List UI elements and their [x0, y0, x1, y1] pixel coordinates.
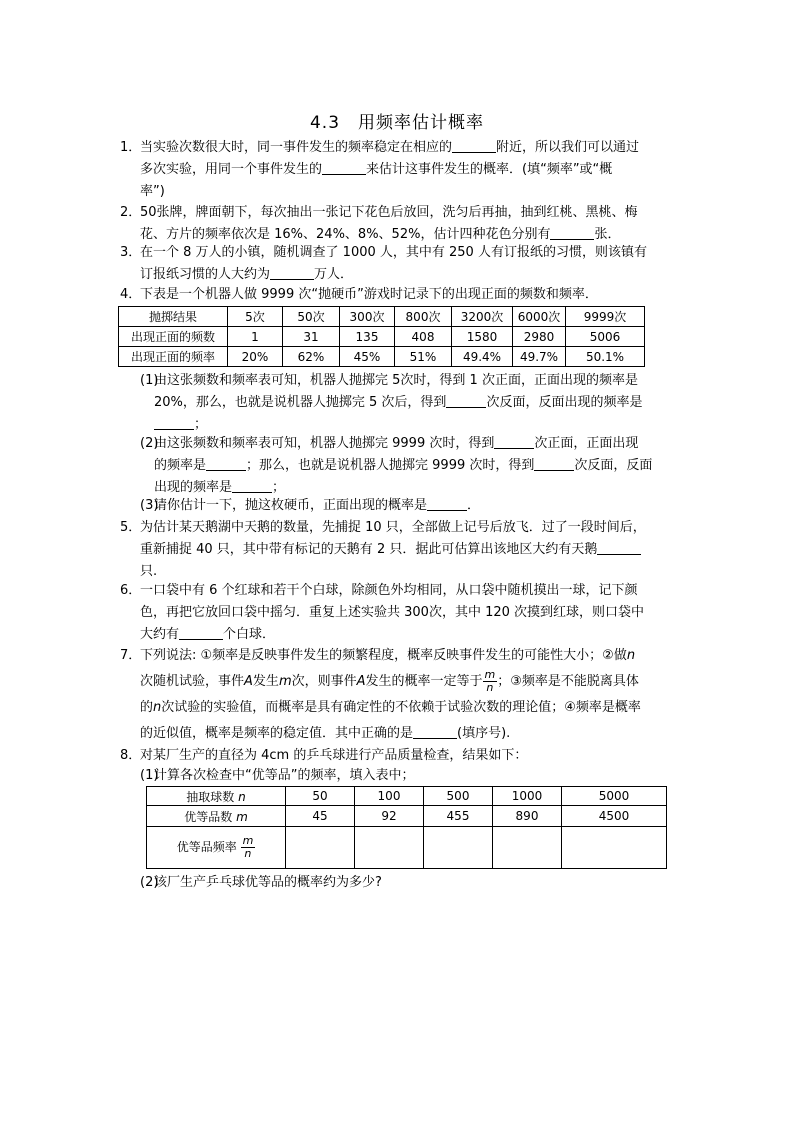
question-text: 张．	[594, 227, 621, 242]
question-text: 多次实验，用同一个事件发生的	[140, 162, 323, 177]
table-cell: 5006	[566, 327, 645, 347]
table-row	[147, 806, 667, 827]
answer-cell[interactable]	[286, 827, 355, 869]
math-var: n	[238, 789, 246, 804]
sub-number: (2)	[140, 875, 159, 890]
question-text: 次随机试验，事件	[140, 674, 245, 689]
question-number: 1．	[120, 140, 142, 155]
table-cell: 62%	[283, 347, 340, 367]
question-text: 个白球．	[223, 627, 276, 642]
question-text: (填序号).	[457, 726, 511, 741]
table-cell: 500	[424, 787, 493, 806]
question-text: 的频率是	[154, 458, 207, 473]
question-text: 一口袋中有 6 个红球和若干个白球，除颜色外均相同，从口袋中随机摸出一球，记下颜	[140, 583, 638, 598]
question-text: 次反面，反面	[574, 458, 653, 473]
question-7	[120, 643, 680, 747]
table-cell: 135	[340, 327, 395, 347]
question-text: ．	[467, 498, 481, 513]
table-cell	[147, 787, 286, 806]
answer-blank[interactable]	[550, 225, 594, 240]
question-text: ；	[272, 480, 286, 495]
sub-number: (3)	[140, 498, 159, 513]
row-label: 优等品频率	[176, 840, 237, 854]
table-cell: 抛掷结果	[119, 307, 228, 327]
answer-blank[interactable]	[270, 265, 314, 280]
table-cell: 455	[424, 806, 493, 827]
question-text: 重新捕捉 40 只，其中带有标记的天鹅有 2 只．据此可估算出该地区大约有天鹅	[140, 542, 598, 557]
row-label: 抽取球数	[186, 789, 235, 804]
table-row	[119, 307, 645, 327]
table-cell: 4500	[562, 806, 667, 827]
question-1	[120, 137, 680, 203]
table-row	[119, 347, 645, 367]
table-cell: 3200次	[452, 307, 513, 327]
question-4	[120, 284, 680, 306]
question-text: 发生	[252, 674, 279, 689]
question-6	[120, 580, 680, 646]
table-cell: 1580	[452, 327, 513, 347]
question-text: 大约有	[140, 627, 180, 642]
table-row	[147, 787, 667, 806]
question-text: 请你估计一下，抛这枚硬币，正面出现的概率是	[154, 498, 428, 513]
table-cell: 1000	[493, 787, 562, 806]
fraction	[483, 669, 498, 694]
question-text: 的近似值，概率是频率的稳定值．其中正确的是	[140, 726, 414, 741]
table-cell: 50次	[283, 307, 340, 327]
answer-blank[interactable]	[452, 138, 496, 153]
question-text: 出现的频率是	[154, 480, 233, 495]
answer-blank[interactable]	[446, 393, 486, 408]
question-text: 色，再把它放回口袋中摇匀．重复上述实验共 300次，其中 120 次摸到红球，则口袋中	[140, 605, 645, 620]
table-cell	[147, 827, 286, 869]
question-8-part-2	[140, 872, 680, 894]
table-cell: 20%	[228, 347, 283, 367]
question-text: 次，则事件	[291, 674, 357, 689]
question-number: 3．	[120, 245, 142, 260]
denominator: n	[486, 681, 494, 694]
question-text: 50张牌，牌面朝下，每次抽出一张记下花色后放回，洗匀后再抽，抽到红桃、黑桃、梅	[140, 205, 638, 220]
numerator: m	[484, 668, 496, 681]
answer-blank[interactable]	[494, 434, 534, 449]
question-text: 计算各次检查中“优等品”的频率，填入表中；	[154, 768, 415, 783]
table-cell: 2980	[513, 327, 566, 347]
question-text: ；那么，也就是说机器人抛掷完 9999 次时，得到	[246, 458, 535, 473]
table-cell: 5次	[228, 307, 283, 327]
answer-blank[interactable]	[534, 456, 574, 471]
question-text: 在一个 8 万人的小镇，随机调查了 1000 人，其中有 250 人有订报纸的习惯，则该镇有	[140, 245, 647, 260]
table-cell: 800次	[395, 307, 452, 327]
question-text: 次正面，正面出现	[534, 436, 639, 451]
question-text: 发生的概率一定等于	[365, 674, 483, 689]
answer-blank[interactable]	[413, 724, 457, 739]
question-text: 率”)	[140, 184, 165, 199]
question-3	[120, 242, 680, 286]
question-text: 下列说法: ①频率是反映事件发生的频繁程度，概率反映事件发生的可能性大小；②做	[140, 648, 627, 663]
answer-blank[interactable]	[179, 625, 223, 640]
table-cell: 50	[286, 787, 355, 806]
question-number: 4．	[120, 287, 142, 302]
table-cell	[147, 806, 286, 827]
question-text: 次试验的实验值，而概率是具有确定性的不依赖于试验次数的理论值；④频率是概率	[161, 700, 641, 715]
table-cell: 890	[493, 806, 562, 827]
question-number: 2．	[120, 205, 142, 220]
question-number: 5．	[120, 520, 142, 535]
page-title: 4.3 用频率估计概率	[309, 113, 485, 133]
question-text: 20%，那么，也就是说机器人抛掷完 5 次后，得到	[154, 395, 447, 410]
table-cell: 6000次	[513, 307, 566, 327]
answer-cell[interactable]	[355, 827, 424, 869]
question-text: 订报纸习惯的人大约为	[140, 267, 271, 282]
answer-cell[interactable]	[562, 827, 667, 869]
question-text: 对某厂生产的直径为 4cm 的乒乓球进行产品质量检查，结果如下：	[140, 748, 528, 763]
answer-blank[interactable]	[427, 496, 467, 511]
table-cell: 300次	[340, 307, 395, 327]
answer-blank[interactable]	[322, 160, 366, 175]
table-cell: 31	[283, 327, 340, 347]
question-4-part-1	[140, 370, 680, 436]
answer-blank[interactable]	[232, 478, 272, 493]
table-cell: 9999次	[566, 307, 645, 327]
table-row	[119, 327, 645, 347]
table-cell: 100	[355, 787, 424, 806]
question-2	[120, 202, 680, 246]
table-row	[147, 827, 667, 869]
question-text: 由这张频数和频率表可知，机器人抛掷完 5次时，得到 1 次正面，正面出现的频率是	[154, 373, 638, 388]
coin-toss-table	[118, 306, 645, 367]
table-cell: 49.7%	[513, 347, 566, 367]
question-text: 只.	[140, 564, 158, 579]
table-cell: 5000	[562, 787, 667, 806]
math-var: n	[153, 700, 162, 715]
question-text: 为估计某天鹅湖中天鹅的数量，先捕捉 10 只，全部做上记号后放飞．过了一段时间后，	[140, 520, 646, 535]
answer-cell[interactable]	[493, 827, 562, 869]
question-text: 次反面，反面出现的频率是	[486, 395, 643, 410]
quality-check-table	[146, 786, 667, 869]
question-4-part-3	[140, 495, 680, 517]
question-text: 万人．	[314, 267, 354, 282]
table-cell: 45	[286, 806, 355, 827]
question-text: 花、方片的频率依次是 16%、24%、8%、52%，估计四种花色分别有	[140, 227, 551, 242]
fraction	[241, 835, 256, 860]
question-number: 8．	[120, 748, 142, 763]
question-8	[120, 745, 680, 767]
question-8-part-1	[140, 765, 680, 787]
question-text: 来估计这事件发生的概率．(填“频率”或“概	[366, 162, 613, 177]
numerator: m	[242, 834, 254, 847]
answer-blank[interactable]	[154, 415, 194, 430]
question-text: 的	[140, 700, 154, 715]
question-text: 附近，所以我们可以通过	[496, 140, 640, 155]
table-cell: 92	[355, 806, 424, 827]
table-cell: 408	[395, 327, 452, 347]
question-text: 当实验次数很大时，同一事件发生的频率稳定在相应的	[140, 140, 453, 155]
math-var: A	[356, 674, 366, 689]
sub-number: (2)	[140, 436, 159, 451]
math-var: A	[244, 674, 253, 689]
table-cell: 45%	[340, 347, 395, 367]
question-text: ；	[194, 417, 208, 432]
table-cell: 出现正面的频数	[119, 327, 228, 347]
math-var: n	[626, 648, 636, 663]
math-var: m	[236, 809, 248, 824]
question-number: 7．	[120, 648, 142, 663]
answer-blank[interactable]	[597, 540, 641, 555]
row-label: 优等品数	[184, 809, 233, 824]
answer-blank[interactable]	[206, 456, 246, 471]
answer-cell[interactable]	[424, 827, 493, 869]
question-4-part-2	[140, 433, 680, 499]
question-5	[120, 517, 680, 583]
sub-number: (1)	[140, 373, 159, 388]
question-text: ；③频率是不能脱离具体	[497, 674, 639, 689]
question-text: 由这张频数和频率表可知，机器人抛掷完 9999 次时，得到	[154, 436, 495, 451]
sub-number: (1)	[140, 768, 159, 783]
math-var: m	[278, 674, 292, 689]
table-cell: 51%	[395, 347, 452, 367]
table-cell: 1	[228, 327, 283, 347]
table-cell: 出现正面的频率	[119, 347, 228, 367]
question-number: 6．	[120, 583, 142, 598]
table-cell: 50.1%	[566, 347, 645, 367]
denominator: n	[244, 847, 252, 860]
question-text: 下表是一个机器人做 9999 次“抛硬币”游戏时记录下的出现正面的频数和频率．	[140, 287, 598, 302]
table-cell: 49.4%	[452, 347, 513, 367]
question-text: 该厂生产乒乓球优等品的概率约为多少?	[154, 875, 382, 890]
